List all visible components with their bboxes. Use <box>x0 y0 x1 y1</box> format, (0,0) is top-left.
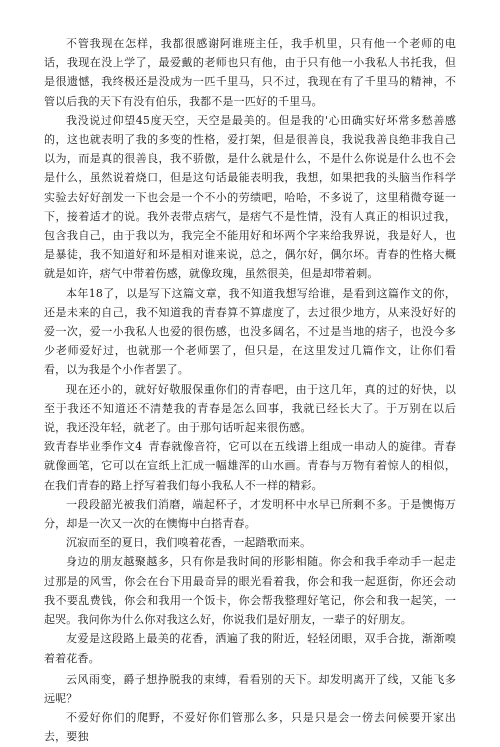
paragraph-4: 现在还小的，就好好敬服保重你们的青春吧，由于这几年，真的过的好快，以至于我还不知道还不清楚我的青春是怎么回事，我就已经长大了。于万别在以后说，我还没年轻，就老了。由于那句话听起来很伤感。 <box>44 382 456 435</box>
paragraph-9: 云风雨变，爵子想挣脱我的束缚，看看别的天下。却发明离开了线，又能飞多远呢？ <box>44 672 456 705</box>
essay-heading-paragraph <box>44 437 456 495</box>
essay-title: 致青春毕业季作文4 <box>44 440 143 454</box>
paragraph-1: 不管我现在怎样，我都很感谢阿谁班主任，我手机里，只有他一个老师的电话，我现在没上学了，最爱戴的老师也只有他，由于只有他一小我私人书托我，但是很遗憾，我终极还是没成为一匹千里马，只不过，我现在有了千里马的精神，不管以后我的天下有没有伯乐，我都不是一匹好的千里马。 <box>44 37 456 108</box>
paragraph-10-cut: 不爱好你们的爬野，不爱好你们管那么多，只是只是会一傍去问候要开家出去，要独 <box>44 711 456 744</box>
paragraph-8: 友爱是这段路上最美的花香，洒遍了我的附近，轻轻闭眼，双手合拢，渐渐嗅着着花香。 <box>44 632 456 665</box>
paragraph-7: 身边的朋友越聚越多，只有你是我时间的形影相随。你会和我手牵动手一起走过那是的风雪，你会在台下用最奇异的眼光看着我，你会和我一起逛街，你还会动我不要乱费钱，你会和我用一个饭卡，你会帮我整理好笔记，你会和我一起笑，一起哭。我问你为什么你对我这么好，你说我们是好朋友，一辈子的好朋友。 <box>44 555 456 627</box>
paragraph-2: 我没说过仰望45度天空，天空是最美的。但是我的'心田确实好坏常多愁善感的，这也就表明了我的多变的性格，爱打架，但是很善良，我说我善良绝非我自己以为，而是真的很善良，我不骄傲，是什么就是什么，不是什么你说是什么也不会是什么，虽然说着烧口，但是这句话最能表明我，我想，如果把我的头脑当作科学实验去好好剖发一下也会是一个不小的劳绩吧，哈哈，不多说了，这里稍微夸诞一下，接着适才的说。我外表带点痞气，是痞气不是性情，没有人真正的相识过我，包含我自己，由于我以为，我完全不能用好和坏两个字来给我界说，我是好人，也是暴徒，我不知道好和坏是相对谁来说，总之，偶尔好，偶尔坏。青春的性格大概就是如许，痞气中带着伤感，就像玫瑰，虽然很美，但是却带着刺。 <box>44 113 456 281</box>
paragraph-6: 沉寂而至的夏日，我们嗅着花香，一起踏歌而来。 <box>66 536 312 550</box>
paragraph-5: 一段段韶光被我们消磨，端起杯子，才发明杯中水早已所剩不多。于是懊悔万分，却是一次又一次的在懊悔中白搭青春。 <box>44 497 456 531</box>
paragraph-3: 本年18了，以是写下这篇文章，我不知道我想写给谁，是看到这篇作文的你，还是未来的自己，我不知道我的青春算不算虚度了，去过很少地方，从来没好好的爱一次，爱一小我私人也爱的很伤感，也没多阔名，不过是当地的痞子，也没今多少老师爱好过，也就那一个老师罢了，但只是，在这里发过几篇作文，让你们看看，以为我是个小作者罢了。 <box>44 286 456 377</box>
essay-intro: 青春就像音符，它可以在五线谱上组成一串动人的旋律。青春就像画笔，它可以在宣纸上汇成一幅雄浑的山水画。青春与万物有着惊人的相似，在我们青春的路上抒写着我们每小我私人不一样的精彩。 <box>44 440 456 492</box>
